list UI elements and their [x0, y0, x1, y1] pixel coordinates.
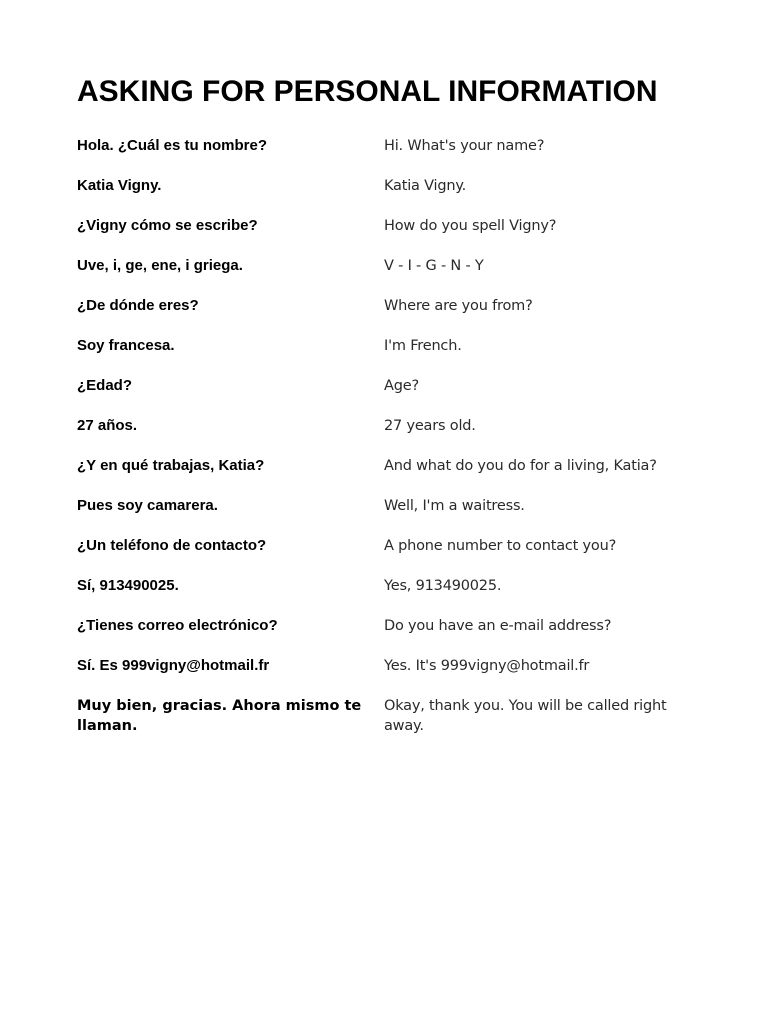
english-line: And what do you do for a living, Katia?	[384, 458, 657, 474]
english-line: Age?	[384, 378, 419, 394]
spanish-line: Sí, 913490025.	[77, 577, 179, 594]
spanish-line: ¿De dónde eres?	[77, 297, 199, 314]
english-line: Well, I'm a waitress.	[384, 498, 525, 514]
spanish-line: ¿Un teléfono de contacto?	[77, 537, 267, 554]
dialogue-row	[77, 336, 697, 376]
page-title: ASKING FOR PERSONAL INFORMATION	[77, 75, 658, 108]
english-line: Hi. What's your name?	[384, 138, 545, 154]
dialogue-table	[77, 136, 697, 736]
dialogue-row	[77, 416, 697, 456]
dialogue-row	[77, 296, 697, 336]
spanish-line: Soy francesa.	[77, 337, 175, 354]
english-line: Katia Vigny.	[384, 178, 467, 194]
english-line: Yes. It's 999vigny@hotmail.fr	[384, 658, 590, 674]
spanish-line: ¿Y en qué trabajas, Katia?	[77, 457, 265, 474]
spanish-line: Sí. Es 999vigny@hotmail.fr	[77, 657, 270, 674]
dialogue-row	[77, 616, 697, 656]
english-line: V - I - G - N - Y	[384, 258, 484, 274]
spanish-line: Katia Vigny.	[77, 177, 162, 194]
english-line: I'm French.	[384, 338, 462, 354]
dialogue-row	[77, 456, 697, 496]
spanish-line: Pues soy camarera.	[77, 497, 218, 514]
english-line: Where are you from?	[384, 298, 533, 314]
dialogue-row	[77, 696, 697, 736]
dialogue-row	[77, 376, 697, 416]
english-line: Okay, thank you. You will be called right away.	[384, 698, 667, 734]
dialogue-row	[77, 496, 697, 536]
dialogue-row	[77, 256, 697, 296]
english-line: 27 years old.	[384, 418, 476, 434]
english-line: Do you have an e-mail address?	[384, 618, 612, 634]
spanish-line: ¿Edad?	[77, 377, 132, 394]
spanish-line: ¿Vigny cómo se escribe?	[77, 217, 258, 234]
english-line: Yes, 913490025.	[384, 578, 502, 594]
dialogue-row	[77, 576, 697, 616]
english-line: A phone number to contact you?	[384, 538, 617, 554]
dialogue-row	[77, 216, 697, 256]
spanish-line: 27 años.	[77, 417, 138, 434]
spanish-line: Uve, i, ge, ene, i griega.	[77, 257, 243, 274]
english-line: How do you spell Vigny?	[384, 218, 557, 234]
spanish-line: Hola. ¿Cuál es tu nombre?	[77, 137, 268, 154]
dialogue-row	[77, 176, 697, 216]
dialogue-row	[77, 656, 697, 696]
dialogue-row	[77, 136, 697, 176]
spanish-line: Muy bien, gracias. Ahora mismo te llaman.	[77, 698, 362, 734]
dialogue-row	[77, 536, 697, 576]
spanish-line: ¿Tienes correo electrónico?	[77, 617, 278, 634]
